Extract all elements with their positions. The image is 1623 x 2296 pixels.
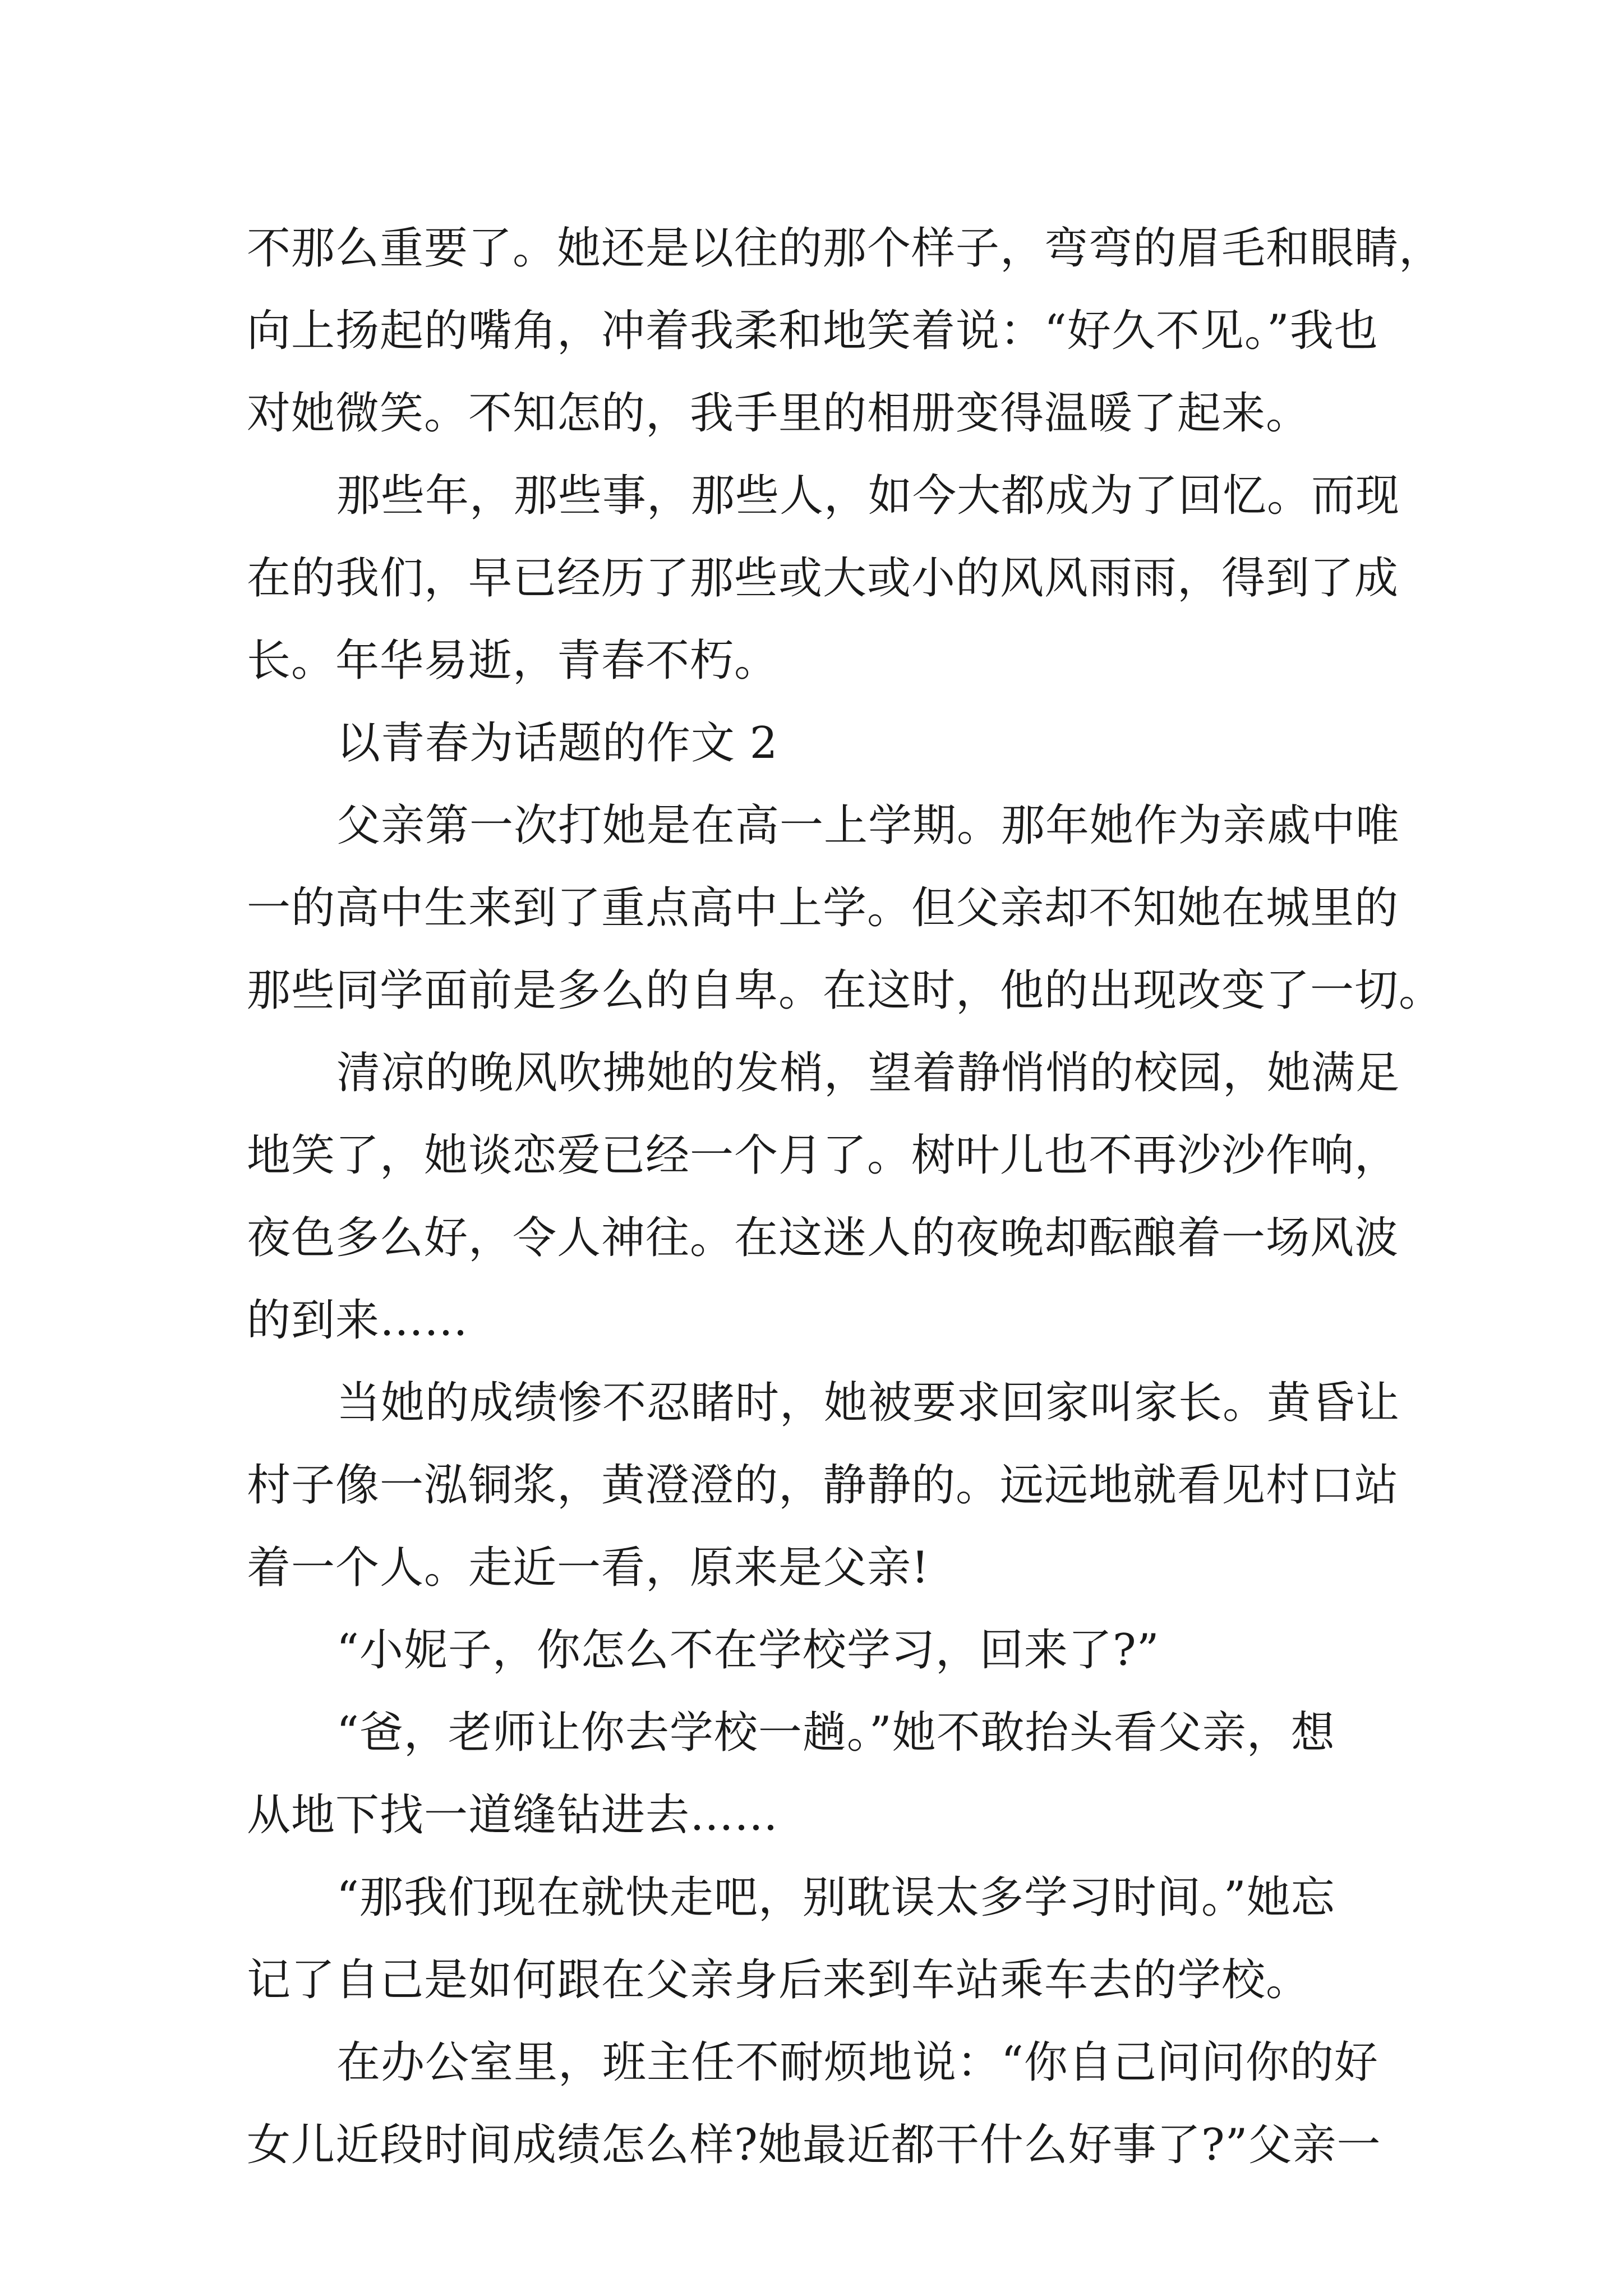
text-line: “小妮子，你怎么不在学校学习，回来了?”: [336, 1625, 1160, 1676]
text-line: 地笑了，她谈恋爱已经一个月了。树叶儿也不再沙沙作响，: [247, 1130, 1399, 1181]
text-line: 的到来……: [247, 1295, 469, 1346]
text-line: 当她的成绩惨不忍睹时，她被要求回家叫家长。黄昏让: [336, 1378, 1400, 1428]
text-line: 一的高中生来到了重点高中上学。但父亲却不知她在城里的: [247, 883, 1399, 933]
text-line: 那些同学面前是多么的自卑。在这时，他的出现改变了一切。: [247, 965, 1444, 1016]
text-line: 着一个人。走近一看，原来是父亲!: [247, 1543, 930, 1593]
text-line: “那我们现在就快走吧，别耽误太多学习时间。”她忘: [336, 1872, 1335, 1923]
text-line: 在的我们，早已经历了那些或大或小的风风雨雨，得到了成: [247, 553, 1399, 604]
text-line: 对她微笑。不知怎的，我手里的相册变得温暖了起来。: [247, 388, 1311, 439]
text-line: “爸，老师让你去学校一趟。”她不敢抬头看父亲，想: [336, 1708, 1335, 1758]
text-line: 女儿近段时间成绩怎么样?她最近都干什么好事了?”父亲一: [247, 2120, 1381, 2170]
section-title: 以青春为话题的作文 2: [336, 718, 778, 769]
text-line: 从地下找一道缝钻进去……: [247, 1790, 779, 1841]
text-line: 记了自己是如何跟在父亲身后来到车站乘车去的学校。: [247, 1955, 1311, 2005]
text-line: 那些年，那些事，那些人，如今大都成为了回忆。而现: [336, 471, 1400, 521]
text-line: 长。年华易逝，青春不朽。: [247, 636, 779, 686]
text-line: 父亲第一次打她是在高一上学期。那年她作为亲戚中唯: [336, 800, 1400, 851]
text-line: 在办公室里，班主任不耐烦地说：“你自己问问你的好: [336, 2037, 1378, 2088]
text-line: 夜色多么好，令人神往。在这迷人的夜晚却酝酿着一场风波: [247, 1213, 1399, 1263]
body-text: [247, 208, 1444, 2187]
text-line: 村子像一泓铜浆，黄澄澄的，静静的。远远地就看见村口站: [247, 1460, 1399, 1511]
text-line: 向上扬起的嘴角，冲着我柔和地笑着说：“好久不见。”我也: [247, 306, 1378, 356]
text-line: 清凉的晚风吹拂她的发梢，望着静悄悄的校园，她满足: [336, 1048, 1400, 1098]
text-line: 不那么重要了。她还是以往的那个样子，弯弯的眉毛和眼睛，: [247, 223, 1444, 274]
